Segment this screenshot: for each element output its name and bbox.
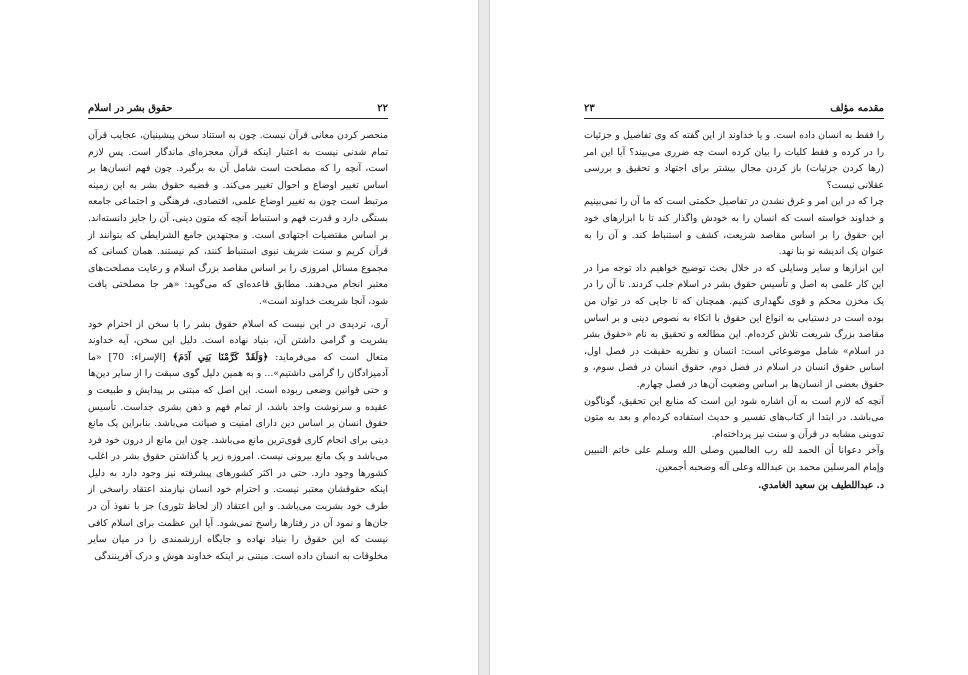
right-page-header (584, 102, 884, 119)
left-paragraph-2-continued: «ما آدمیزادگان را گرامی داشتیم»... و به همین دلیل گوی سبقت را از سایر دین‌ها و حتی قوانین وضعی ربوده است. این اصل که مبتنی بر پیدایش و طبیعت و عقیده و سرنوشت واحد باشد، از تمام فهم و ذهن بشری جداست. تأسیس حقوق انسان بر اساس دین دارای امنیت و صیانت می‌باشد. بنابراین یک مانع دینی برای انجام کاری قوی‌ترین مانع می‌باشد. چون این مانع از درون خود فرد می‌باشد و یک مانع بیرونی نیست. امروزه زیر پا گذاشتن حقوق بشر در اغلب کشورها وجود دارد. حتی در اکثر کشورهای پیشرفته نیز وجود دارد به دلیل اینکه حقوقشان معتبر نیست. و احترام خود انسان نیازمند اعتقاد راسخی از طرف خود بشریت می‌باشد. و این اعتقاد (از لحاظ تئوری) جز با نفوذ آن در جان‌ها و نمود آن در رفتارها راسخ نمی‌شود. آیا این عظمت برای اسلام کافی نیست که این حقوق را بنیاد نهاده و جایگاه ارزشمندی را در میان سایر مخلوقات به انسان داده است. مبتنی بر اینکه خداوند هوش و درک آفرینندگی (88, 351, 388, 562)
right-page-running-title: مقدمه مؤلف (830, 103, 884, 114)
author-signature: د. عبداللطيف بن سعيد الغامدي. (758, 480, 884, 492)
quran-verse: ﴿وَلَقَدْ كَرَّمْنَا بَنِي آدَمَ﴾ (172, 351, 269, 363)
right-paragraph-3: این ابزارها و سایر وسایلی که در خلال بحث توضیح خواهیم داد توجه مرا در این کار علمی به اصل و تأسیس حقوق بشر در اسلام جلب کردند. تا آن را در یک مخزن محکم و قوی نگهداری کنیم. همچنان که تا جایی که در توان من بوده است در دستیابی به انواع این حقوق با اتکاء به نصوص دینی و بر اساس مقاصد بزرگ شریعت تلاش کرده‌ام. این مطالعه و تحقیق به نام «حقوق بشر در اسلام» شامل موضوعاتی است: انسان و نظریه حقیقت در فصل اول، اساس حقوق انسان در اسلام در فصل دوم، حقوق انسان در فصل سوم، و حقوق بعضی از انسان‌ها بر اساس وضعیت آن‌ها در فصل چهارم. (584, 262, 884, 390)
right-page-number: ۲۳ (584, 103, 595, 114)
right-paragraph-2: چرا که در این امر و غرق نشدن در تفاصیل حکمتی است که ما آن را نمی‌بینیم و خداوند خواسته است که انسان را به خودش واگذار کند تا با ابزارهای خود این حقوق را بر اساس مقاصد شریعت، کشف و استنباط کند. و آن را به عنوان یک اندیشه نو بنا نهد. (584, 196, 884, 258)
left-page-running-title: حقوق بشر در اسلام (88, 103, 173, 114)
closing-prayer: وآخر دعوانا أن الحمد لله رب العالمين وصلى الله وسلم على خاتم النبيين وإمام المرسلين محمد بن عبدالله وعلى آله وصحبه أجمعين. (584, 445, 884, 473)
left-page (0, 0, 479, 675)
right-paragraph-4: آنچه که لازم است به آن اشاره شود این است که منابع این تحقیق، گوناگون می‌باشد. در ابتدا از کتاب‌های تفسیر و حدیث استفاده کرده‌ام و بعد به متون تدوینی مشابه در قرآن و سنت نیز پرداخته‌ام. (584, 395, 884, 440)
left-paragraph-2-text: آری، تردیدی در این نیست که اسلام حقوق بشر را با سخن از احترام خود بشریت و گرامی داشتن آن، بنیاد نهاده است. دلیل این سخن، آیه خداوند متعال است که می‌فرماید: (88, 318, 389, 363)
right-page-body (584, 128, 884, 495)
quran-reference: [الإسراء: 70] (108, 351, 166, 363)
right-paragraph-1: را فقط به انسان داده است. و یا خداوند از این گفته که وی تفاصیل و جزئیات را در کرده و فقط کلیات را بیان کرده است چه ضرری می‌بیند؟ آیا این امر (رها کردن جزئیات) باز کردن مجال بیشتر برای اجتهاد و تحقیق و بررسی عقلانی نیست؟ (584, 130, 884, 191)
left-page-body (88, 128, 388, 565)
right-page (489, 0, 968, 675)
left-page-number: ۲۲ (377, 103, 388, 114)
left-page-header (88, 102, 388, 119)
left-paragraph-2 (88, 317, 388, 566)
left-paragraph-1: منحصر کردن معانی قرآن نیست. چون به استناد سخن پیشینیان، عجایب قرآن تمام شدنی نیست به اعتبار اینکه قرآن معجزه‌ای ماندگار است. پس لازم است، آنچه را که مصلحت است شامل آن به برگیرد. چون فهم انسان‌ها بر اساس تغییر اوضاع و احوال تغییر می‌کند. و قضیه حقوق بشر به این زمینه مرتبط است چون به تغییر اوضاع علمی، اقتصادی، فرهنگی و اجتماعی جامعه بستگی دارد و قدرت فهم و استنباط آنچه که متون دینی، آن را جایز دانسته‌اند. بر اساس مقتضیات اجتهادی است. و مجتهدین جامع الشرایطی که بتوانند از قرآن کریم و سنت شریف نبوی استنباط کنند، کم نیستند. همان کسانی که مجموع مسائل امروزی را بر اساس مقاصد بزرگ اسلام و رعایت مصلحت‌های معتبر انجام می‌دهند. مطابق قاعده‌ای که می‌گوید: «هر جا مصلحتی یافت شود، آنجا شریعت خداوند است». (88, 130, 388, 307)
